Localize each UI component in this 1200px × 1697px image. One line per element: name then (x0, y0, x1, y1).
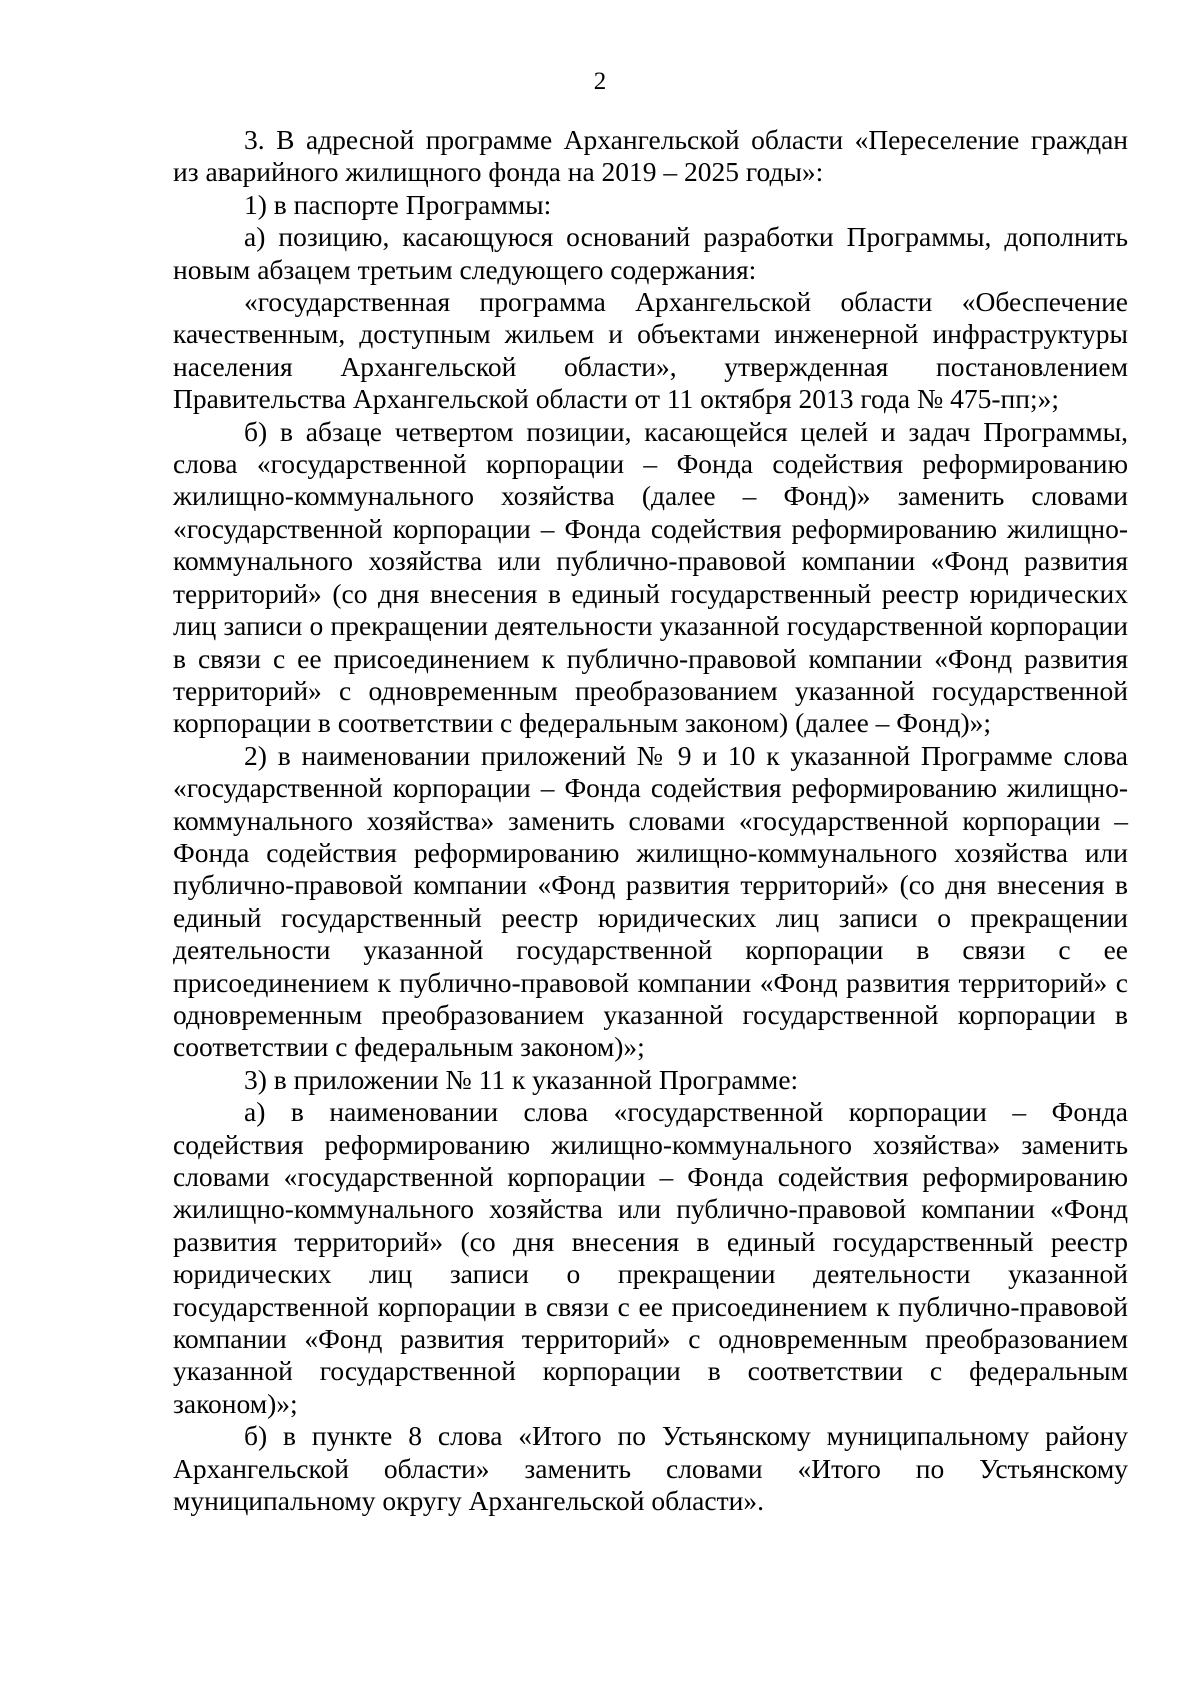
paragraph-item-3: 3. В адресной программе Архангельской области «Переселение граждан из аварийного жилищного фонда на 2019 – 2025 годы»: (173, 124, 1128, 188)
paragraph-subitem-3a: а) в наименовании слова «государственной корпорации – Фонда содействия реформированию жилищно-коммунального хозяйства» заменить словами «государственной корпорации – Фонда содействия реформированию жилищно-коммунального хозяйства или публично-правовой компании «Фонд развития территорий» (со дня внесения в единый государственный реестр юридических лиц записи о прекращении деятельности указанной государственной корпорации в связи с ее присоединением к публично-правовой компании «Фонд развития территорий» с одновременным преобразованием указанной государственной корпорации в соответствии с федеральным законом)»; (173, 1096, 1128, 1419)
paragraph-subitem-a: а) позицию, касающуюся оснований разработки Программы, дополнить новым абзацем третьим следующего содержания: (173, 221, 1128, 285)
paragraph-subitem-b: б) в абзаце четвертом позиции, касающейся целей и задач Программы, слова «государственной корпорации – Фонда содействия реформированию жилищно-коммунального хозяйства (далее – Фонд)» заменить словами «государственной корпорации – Фонда содействия реформированию жилищно-коммунального хозяйства или публично-правовой компании «Фонд развития территорий» (со дня внесения в единый государственный реестр юридических лиц записи о прекращении деятельности указанной государственной корпорации в связи с ее присоединением к публично-правовой компании «Фонд развития территорий» с одновременным преобразованием указанной государственной корпорации в соответствии с федеральным законом) (далее – Фонд)»; (173, 415, 1128, 739)
document-body (173, 124, 1128, 1517)
paragraph-subitem-1: 1) в паспорте Программы: (244, 188, 552, 220)
paragraph-subitem-3: 3) в приложении № 11 к указанной Программе: (244, 1063, 799, 1095)
paragraph-subitem-3b: б) в пункте 8 слова «Итого по Устьянскому муниципальному району Архангельской области» заменить словами «Итого по Устьянскому муниципальному округу Архангельской области». (173, 1420, 1128, 1517)
paragraph-subitem-2: 2) в наименовании приложений № 9 и 10 к указанной Программе слова «государственной корпорации – Фонда содействия реформированию жилищно-коммунального хозяйства» заменить словами «государственной корпорации – Фонда содействия реформированию жилищно-коммунального хозяйства или публично-правовой компании «Фонд развития территорий» (со дня внесения в единый государственный реестр юридических лиц записи о прекращении деятельности указанной государственной корпорации в связи с ее присоединением к публично-правовой компании «Фонд развития территорий» с одновременным преобразованием указанной государственной корпорации в соответствии с федеральным законом)»; (173, 739, 1128, 1063)
page-number: 2 (593, 68, 607, 95)
paragraph-quoted-text: «государственная программа Архангельской области «Обеспечение качественным, доступным жильем и объектами инженерной инфраструктуры населения Архангельской области», утвержденная постановлением Правительства Архангельской области от 11 октября 2013 года № 475-пп;»; (173, 286, 1128, 415)
